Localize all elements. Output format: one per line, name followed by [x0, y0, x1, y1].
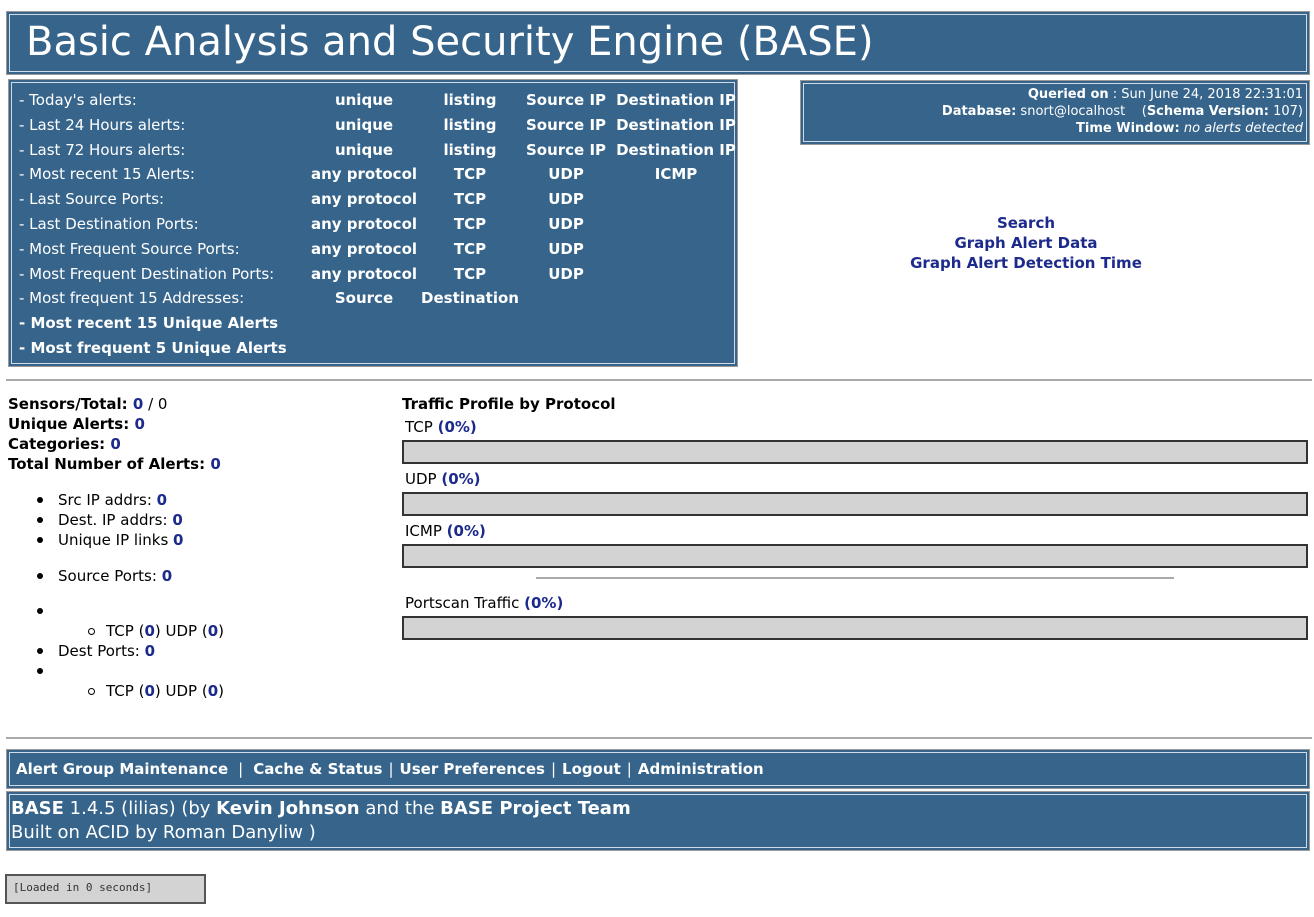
divider-2 [6, 737, 1312, 739]
unique-alerts: Unique Alerts: 0 [8, 415, 145, 433]
dst-ports-link[interactable]: 0 [144, 642, 156, 660]
total-alerts-link[interactable]: 0 [210, 455, 221, 473]
menu-row-label: - Last Destination Ports: [19, 215, 199, 233]
menu-cell-link[interactable]: listing [443, 140, 497, 159]
menu-row-label: - Most recent 15 Alerts: [19, 165, 195, 184]
src-ports-proto-item: TCP (0) UDP (0) [88, 621, 224, 641]
categories: Categories: 0 [8, 435, 121, 453]
menu-cell-link[interactable]: unique [334, 140, 394, 159]
sensors-link[interactable]: 0 [132, 395, 144, 413]
menu-cell-link[interactable]: ICMP [654, 165, 698, 184]
src-tcp-link[interactable]: 0 [144, 622, 155, 640]
menu-cell-link[interactable]: any protocol [310, 239, 418, 258]
menu-cell-link[interactable]: any protocol [310, 264, 418, 283]
menu-cell-link[interactable]: Source [334, 289, 394, 308]
traffic-divider [536, 577, 1174, 579]
menu-cell-link[interactable]: UDP [548, 239, 584, 258]
team-link[interactable]: BASE Project Team [440, 798, 631, 819]
menu-cell-link[interactable]: TCP [453, 215, 487, 233]
ip-links-link[interactable]: 0 [173, 531, 184, 549]
dst-tcp-link[interactable]: 0 [144, 682, 155, 700]
src-ports-link[interactable]: 0 [161, 567, 173, 585]
tcp-pct-link[interactable]: (0%) [437, 418, 477, 436]
action-links [880, 213, 1172, 273]
src-ip-link[interactable]: 0 [156, 491, 168, 509]
menu-row-label: - Most Frequent Destination Ports: [19, 264, 275, 283]
time-window-line: Time Window: no alerts detected [1076, 121, 1303, 136]
unique-alerts-link[interactable]: 0 [134, 415, 145, 433]
total-alerts: Total Number of Alerts: 0 [8, 455, 221, 473]
page-title: Basic Analysis and Security Engine (BASE) [26, 19, 874, 65]
dst-ports-proto-item: TCP (0) UDP (0) [88, 681, 224, 701]
menu-row-label: - Last Source Ports: [19, 190, 165, 209]
load-time-badge: [Loaded in 0 seconds] [5, 874, 206, 904]
menu-row-label: - Most frequent 15 Addresses: [19, 289, 245, 308]
menu-cell-link[interactable]: any protocol [310, 215, 418, 233]
nav-logout[interactable]: Logout [562, 760, 621, 778]
dst-udp-link[interactable]: 0 [207, 682, 219, 700]
footer [6, 791, 1310, 851]
menu-cell-link[interactable]: any protocol [310, 190, 418, 209]
alert-menu-panel [8, 79, 738, 367]
udp-pct-link[interactable]: (0%) [441, 470, 481, 488]
menu-cell-link[interactable]: Destination IP [616, 115, 736, 134]
dst-ports-item: Dest Ports: 0 [38, 641, 155, 661]
base-link[interactable]: BASE [11, 798, 64, 819]
menu-cell-link[interactable]: UDP [548, 190, 584, 209]
portscan-label: Portscan Traffic (0%) [405, 594, 564, 612]
udp-bar [402, 492, 1308, 516]
icmp-label: ICMP (0%) [405, 522, 486, 540]
src-udp-link[interactable]: 0 [207, 622, 219, 640]
query-info-panel [800, 80, 1310, 145]
title-bar [6, 11, 1310, 75]
menu-cell-link[interactable]: UDP [548, 264, 584, 283]
nav-links: Alert Group Maintenance | Cache & Status | User Preferences | Logout | Administration [16, 760, 764, 778]
menu-row-label: - Last 72 Hours alerts: [19, 140, 186, 159]
graph-alert-data-link[interactable]: Graph Alert Data [954, 234, 1098, 252]
divider [6, 379, 1312, 381]
menu-link[interactable]: - Most frequent 5 Unique Alerts [19, 339, 287, 357]
portscan-pct-link[interactable]: (0%) [524, 594, 564, 612]
database-line: Database: snort@localhost (Schema Version: 107) [941, 104, 1303, 119]
menu-row-label: - Last 24 Hours alerts: [19, 115, 186, 134]
menu-cell-link[interactable]: listing [443, 115, 497, 134]
menu-cell-link[interactable]: UDP [548, 165, 584, 184]
menu-cell-link[interactable]: listing [443, 91, 497, 109]
menu-cell-link[interactable]: unique [334, 115, 394, 134]
footer-credits: BASE 1.4.5 (lilias) (by Kevin Johnson and the BASE Project Team [11, 798, 631, 819]
menu-link[interactable]: - Most recent 15 Unique Alerts [19, 314, 279, 333]
summary-stats [8, 394, 221, 474]
menu-cell-link[interactable]: any protocol [310, 165, 418, 184]
dst-ip-item: Dest. IP addrs: 0 [38, 510, 183, 530]
nav-user-preferences[interactable]: User Preferences [399, 760, 545, 778]
udp-label: UDP (0%) [405, 470, 481, 488]
sensors-total: Sensors/Total: 0 / 0 [8, 395, 168, 413]
menu-cell-link[interactable]: TCP [453, 264, 487, 283]
icmp-bar [402, 544, 1308, 568]
tcp-label: TCP (0%) [405, 418, 477, 436]
src-ports-item: Source Ports: 0 [38, 566, 172, 586]
categories-link[interactable]: 0 [110, 435, 121, 453]
nav-cache-status[interactable]: Cache & Status [253, 760, 383, 778]
author-link[interactable]: Kevin Johnson [216, 798, 360, 819]
menu-row-label: - Most Frequent Source Ports: [19, 239, 240, 258]
graph-alert-detection-time-link[interactable]: Graph Alert Detection Time [910, 254, 1142, 272]
menu-cell-link[interactable]: UDP [548, 215, 584, 233]
menu-cell-link[interactable]: Source IP [525, 115, 607, 134]
menu-cell-link[interactable]: Destination [421, 289, 519, 308]
menu-cell-link[interactable]: TCP [453, 239, 487, 258]
menu-cell-link[interactable]: Source IP [525, 91, 607, 109]
menu-cell-link[interactable]: unique [334, 91, 394, 109]
ip-links-item: Unique IP links 0 [38, 530, 183, 550]
tcp-bar [402, 440, 1308, 464]
nav-alert-group-maintenance[interactable]: Alert Group Maintenance [16, 760, 229, 778]
search-link[interactable]: Search [996, 214, 1056, 232]
menu-cell-link[interactable]: Destination IP [616, 140, 736, 159]
src-ip-item: Src IP addrs: 0 [38, 490, 167, 510]
dst-ip-link[interactable]: 0 [172, 511, 183, 529]
menu-cell-link[interactable]: TCP [453, 165, 487, 184]
menu-cell-link[interactable]: TCP [453, 190, 487, 209]
menu-cell-link[interactable]: Destination IP [616, 91, 736, 109]
portscan-bar [402, 616, 1308, 640]
queried-on-line: Queried on : Sun June 24, 2018 22:31:01 [1027, 87, 1303, 102]
traffic-profile-title: Traffic Profile by Protocol [402, 395, 616, 413]
nav-administration[interactable]: Administration [637, 760, 764, 778]
icmp-pct-link[interactable]: (0%) [446, 522, 486, 540]
menu-cell-link[interactable]: Source IP [525, 140, 607, 159]
menu-row-label: - Today's alerts: [19, 91, 137, 109]
footer-built-on: Built on ACID by Roman Danyliw ) [11, 822, 316, 843]
nav-bar [6, 749, 1310, 789]
